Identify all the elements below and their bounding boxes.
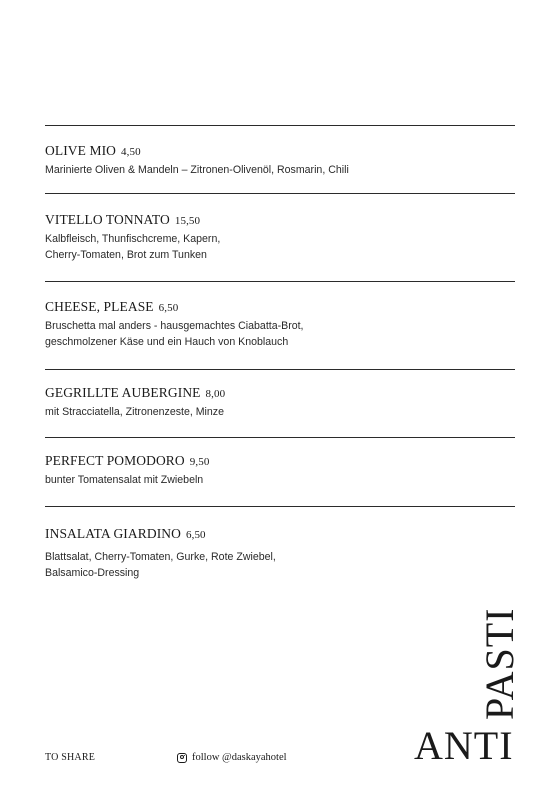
item-description-line: mit Stracciatella, Zitronenzeste, Minze <box>45 406 224 418</box>
section-title-vertical: PASTI <box>477 607 522 720</box>
section-title-horizontal: ANTI <box>414 723 514 768</box>
item-description <box>45 472 515 488</box>
menu-item-insalata-giardino <box>45 526 515 581</box>
divider <box>45 369 515 370</box>
divider <box>45 506 515 507</box>
item-name: INSALATA GIARDINO <box>45 526 181 541</box>
item-name: CHEESE, PLEASE <box>45 299 154 314</box>
item-price: 6,50 <box>186 529 206 541</box>
item-description-line: Bruschetta mal anders - hausgemachtes Ciabatta-Brot, <box>45 320 304 332</box>
item-description <box>45 404 515 420</box>
item-description-line: Balsamico-Dressing <box>45 567 140 579</box>
footer-to-share: TO SHARE <box>45 752 96 763</box>
item-description-line: Blattsalat, Cherry-Tomaten, Gurke, Rote Zwiebel, <box>45 551 276 563</box>
item-name: OLIVE MIO <box>45 143 117 158</box>
item-price: 4,50 <box>121 146 141 158</box>
item-description <box>45 318 515 350</box>
item-description-line: geschmolzener Käse und ein Hauch von Knoblauch <box>45 336 289 348</box>
item-price: 15,50 <box>174 215 201 227</box>
item-name: VITELLO TONNATO <box>45 212 170 227</box>
item-description <box>45 231 515 263</box>
footer-social[interactable] <box>177 752 287 763</box>
item-name: PERFECT POMODORO <box>45 453 185 468</box>
divider <box>45 281 515 282</box>
item-description <box>45 549 515 581</box>
item-price: 6,50 <box>158 302 179 314</box>
menu-item-gegrillte-aubergine <box>45 385 515 420</box>
menu-item-vitello-tonnato <box>45 212 515 263</box>
divider <box>45 125 515 126</box>
item-price: 9,50 <box>189 456 210 468</box>
menu-item-cheese-please <box>45 299 515 350</box>
menu-item-olive-mio <box>45 143 515 178</box>
item-description-line: Marinierte Oliven & Mandeln – Zitronen-Olivenöl, Rosmarin, Chili <box>45 164 349 176</box>
item-description-line: bunter Tomatensalat mit Zwiebeln <box>45 474 204 486</box>
item-description-line: Cherry-Tomaten, Brot zum Tunken <box>45 249 207 261</box>
divider <box>45 437 515 438</box>
menu-item-perfect-pomodoro <box>45 453 515 488</box>
footer-social-handle[interactable]: follow @daskayahotel <box>192 752 287 763</box>
divider <box>45 193 515 194</box>
instagram-icon <box>177 753 187 763</box>
item-description <box>45 162 515 178</box>
item-name: GEGRILLTE AUBERGINE <box>45 385 201 400</box>
item-description-line: Kalbfleisch, Thunfischcreme, Kapern, <box>45 233 221 245</box>
item-price: 8,00 <box>205 388 226 400</box>
